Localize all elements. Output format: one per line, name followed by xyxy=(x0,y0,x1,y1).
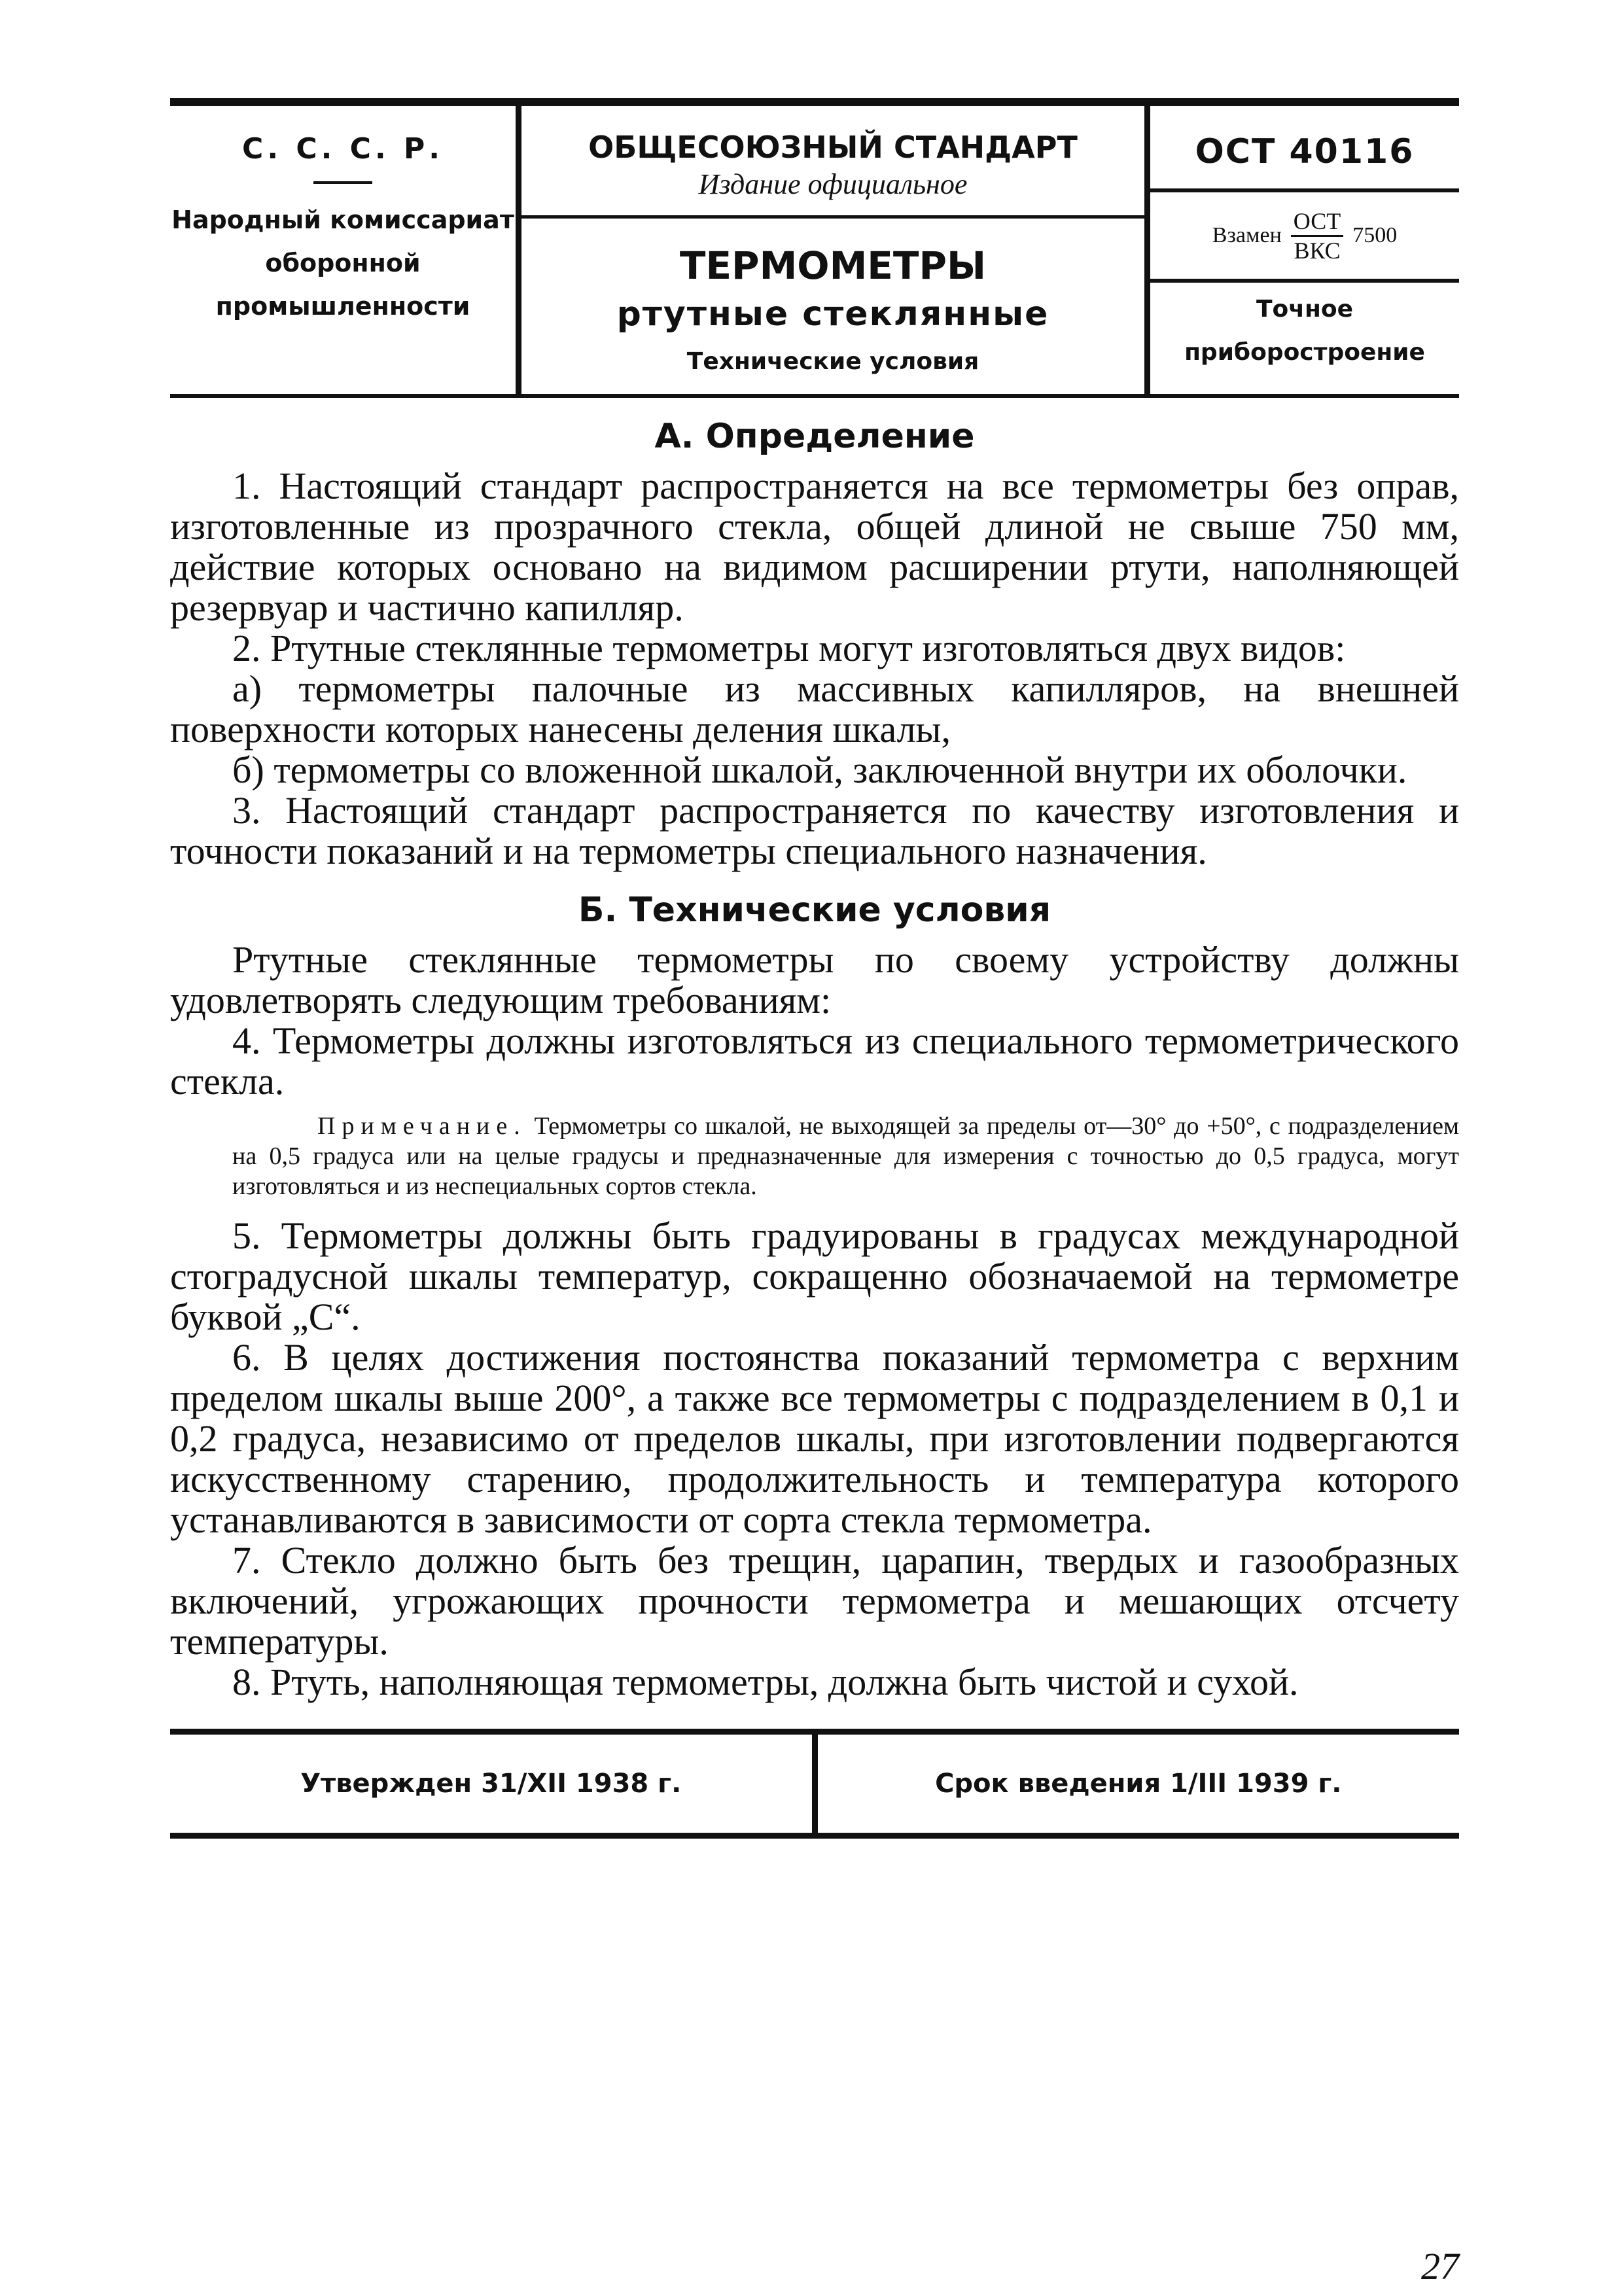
note-text: Термометры со шкалой, не выходящей за пределы от—30° до +50°, с подразделением на 0,5 градуса или на целые градусы и предназначенные для измерения с точностью до 0,5 градуса, могут изготовляться и из неспециальных сортов стекла. xyxy=(232,1112,1459,1200)
document-page xyxy=(170,98,1459,2287)
document-subtitle: ртутные стеклянные xyxy=(616,294,1049,334)
paragraph-5: 5. Термометры должны быть градуированы в градусах международной стоградусной шкалы температур, сокращенно обозначаемой на термометре буквой „С“. xyxy=(170,1214,1459,1338)
replaces-denominator: ВКС xyxy=(1291,235,1343,264)
organization-line-1: Народный комиссариат xyxy=(171,205,514,234)
header-top-rule xyxy=(170,98,1459,106)
note xyxy=(232,1111,1459,1201)
document-conditions: Технические условия xyxy=(686,348,979,375)
approved-date: Утвержден 31/XII 1938 г. xyxy=(170,1735,818,1833)
section-a-title: А. Определение xyxy=(654,417,975,456)
replaces-fraction xyxy=(1291,207,1343,264)
divider-dash xyxy=(313,181,372,184)
paragraph-4: 4. Термометры должны изготовляться из специального термометрического стекла. xyxy=(170,1019,1459,1103)
replaces-code: 7500 xyxy=(1352,223,1398,247)
standard-header xyxy=(170,106,1459,394)
footer-bottom-rule xyxy=(170,1833,1459,1839)
country-label: С. С. С. Р. xyxy=(242,132,444,166)
header-bottom-rule xyxy=(170,394,1459,398)
paragraph-8: 8. Ртуть, наполняющая термометры, должна быть чистой и сухой. xyxy=(232,1661,1299,1703)
document-body xyxy=(170,416,1459,1703)
page-number: 27 xyxy=(1421,2245,1459,2287)
paragraph-2a: а) термометры палочные из массивных капилляров, на внешней поверхности которых нанесены деления шкалы, xyxy=(170,667,1459,751)
standard-number: ОСТ 40116 xyxy=(1195,132,1415,171)
paragraph-3: 3. Настоящий стандарт распространяется по качеству изготовления и точности показаний и на термометры специального назначения. xyxy=(170,789,1459,872)
organization-line-2: оборонной xyxy=(265,249,421,277)
section-b-intro: Ртутные стеклянные термометры по своему устройству должны удовлетворять следующим требованиям: xyxy=(170,938,1459,1021)
replaces-label: Взамен xyxy=(1212,223,1282,247)
issuer-block xyxy=(170,106,521,394)
sector-divider xyxy=(1150,279,1459,283)
standard-type: ОБЩЕСОЮЗНЫЙ СТАНДАРТ xyxy=(588,130,1078,165)
effective-date: Срок введения 1/III 1939 г. xyxy=(935,1769,1342,1799)
paragraph-1: 1. Настоящий стандарт распространяется на все термометры без оправ, изготовленные из прозрачного стекла, общей длиной не свыше 750 мм, действие которых основано на видимом расширении ртути, наполняющей резервуар и частично капилляр. xyxy=(170,465,1459,629)
footer-top-rule xyxy=(170,1729,1459,1735)
approval-footer xyxy=(170,1735,1459,1833)
organization-line-3: промышленности xyxy=(215,292,470,321)
title-block xyxy=(521,106,1150,394)
sector-line-2: приборостроение xyxy=(1184,339,1425,366)
paragraph-7: 7. Стекло должно быть без трещин, царапин, твердых и газообразных включений, угрожающих прочности термометра и мешающих отсчету температуры. xyxy=(170,1539,1459,1663)
paragraph-2: 2. Ртутные стеклянные термометры могут изготовляться двух видов: xyxy=(232,627,1346,669)
replaces-numerator: ОСТ xyxy=(1293,207,1341,234)
edition-label: Издание официальное xyxy=(698,168,968,200)
section-b-title: Б. Технические условия xyxy=(578,891,1051,930)
replaces-block xyxy=(1150,192,1459,279)
paragraph-6: 6. В целях достижения постоянства показаний термометра с верхним пределом шкалы выше 200°, а также все термометры с подразделением в 0,1 и 0,2 градуса, независимо от пределов шкалы, при изготовлении подвергаются искусственному старению, продолжительность и температура которого устанавливаются в зависимости от сорта стекла термометра. xyxy=(170,1336,1459,1541)
note-label: Примечание. xyxy=(317,1112,527,1140)
document-title: ТЕРМОМЕТРЫ xyxy=(679,243,987,288)
title-divider xyxy=(521,215,1144,219)
sector-line-1: Точное xyxy=(1256,296,1354,323)
paragraph-2b: б) термометры со вложенной шкалой, заключенной внутри их оболочки. xyxy=(232,749,1407,791)
number-block xyxy=(1150,106,1459,394)
